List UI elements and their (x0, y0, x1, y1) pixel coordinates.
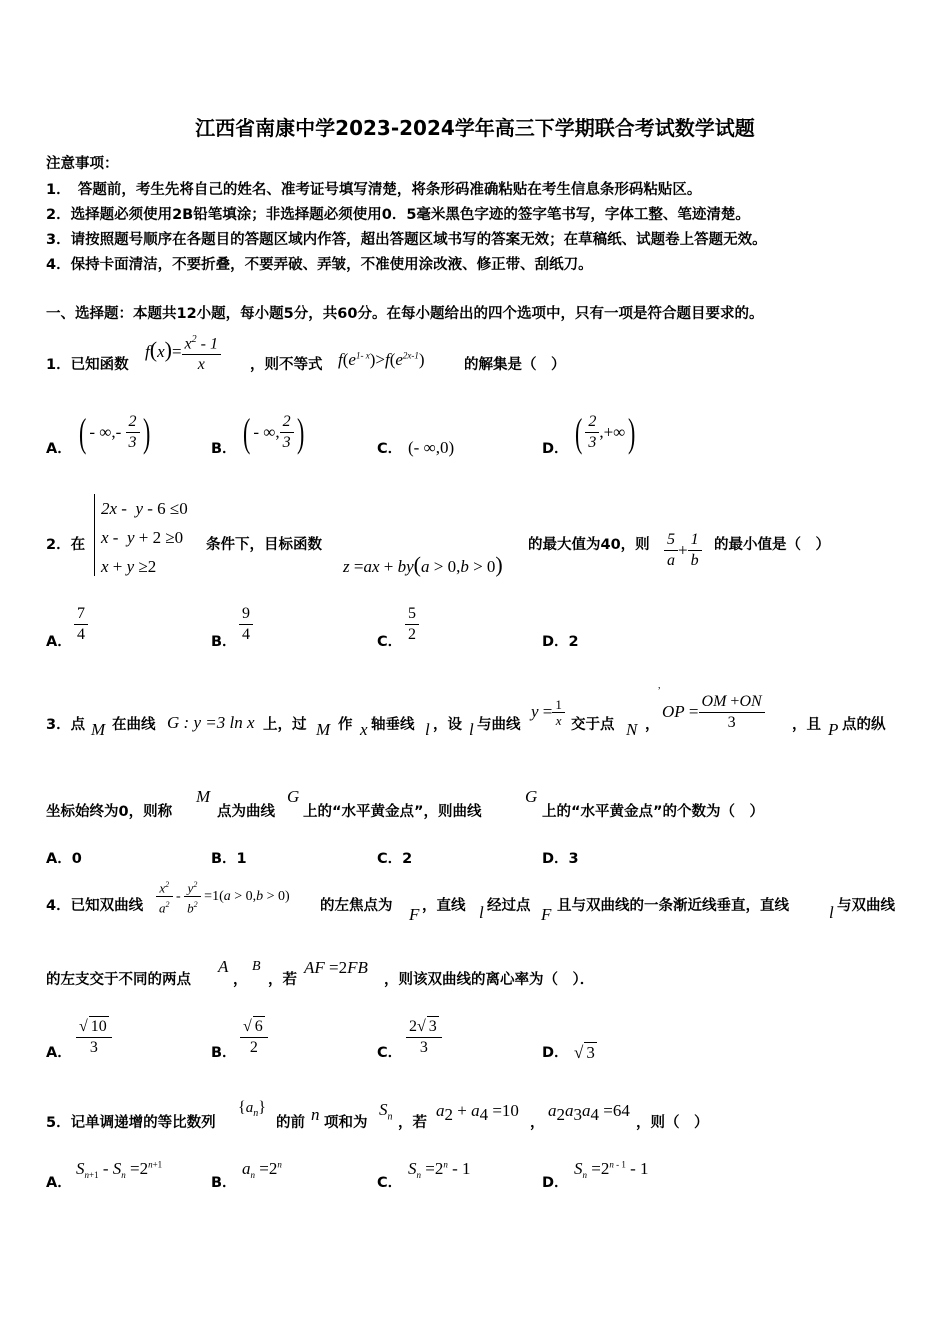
q1-option-c-label[interactable]: C． (377, 441, 403, 457)
q3-math: x (360, 720, 368, 739)
q4-text: ，则该双曲线的离心率为（ ）． (384, 972, 595, 988)
q2-expression: $\frac{5}{a}$ + $\frac{1}{b}$ (664, 530, 702, 571)
q2-objective: z =ax + by(a > 0,b > 0) (343, 552, 503, 577)
q3-text: 点的纵 (842, 717, 886, 733)
q5-option-a-label[interactable]: A． (46, 1175, 72, 1191)
q3-math: l (469, 720, 474, 739)
q4-vector-eq: AF =2FB (304, 958, 368, 977)
q5-text: ， (530, 1115, 545, 1131)
q3-text: 交于点 (571, 717, 615, 733)
q1-option-d[interactable]: ( $\frac{2}{3}$ ,+∞) (574, 409, 636, 455)
q5-option-d-label[interactable]: D． (542, 1175, 569, 1191)
q4-text: ，若 (268, 972, 297, 988)
q5-text: ，则（ ） (636, 1115, 709, 1131)
q3-math: G (287, 787, 300, 806)
q1-option-b-label[interactable]: B． (211, 441, 237, 457)
q4-option-a[interactable]: $\frac{√ 10}{3}$ (76, 1016, 112, 1058)
notice-heading: 注意事项： (46, 156, 119, 172)
notice-item: 3．请按照题号顺序在各题目的答题区域内作答，超出答题区域书写的答案无效；在草稿纸、试题卷上答题无效。 (46, 232, 767, 248)
q3-option-c[interactable]: C．2 (377, 851, 413, 867)
q5-option-c[interactable]: $S_n =2^n - 1$ (408, 1159, 471, 1181)
page-title: 江西省南康中学2023-2024学年高三下学期联合考试数学试题 (195, 116, 755, 140)
q3-math: G (525, 787, 538, 806)
q4-math: B (252, 959, 261, 974)
q3-text: 与曲线 (477, 717, 521, 733)
q5-option-b-label[interactable]: B． (211, 1175, 237, 1191)
q3-math: P (828, 720, 839, 739)
q3-text: 上的“水平黄金点”，则曲线 (303, 804, 482, 820)
q5-math: $S_n$ (379, 1100, 393, 1123)
q3-option-a[interactable]: A．0 (46, 851, 82, 867)
q2-option-a-label[interactable]: A． (46, 634, 72, 650)
q3-text: 坐标始终为0，则称 (46, 804, 173, 820)
q5-option-c-label[interactable]: C． (377, 1175, 403, 1191)
q2-option-d[interactable]: D．2 (542, 634, 579, 650)
q2-tail: 的最小值是（ ） (714, 537, 830, 553)
q4-option-a-label[interactable]: A． (46, 1045, 72, 1061)
q4-option-b[interactable]: $\frac{√ 6}{2}$ (240, 1016, 268, 1058)
q2-option-b-label[interactable]: B． (211, 634, 237, 650)
q5-condition2: $a_2a_3a_4 =64$ (548, 1101, 630, 1125)
q4-math: F (409, 905, 420, 924)
system-brace (94, 494, 101, 576)
q5-condition1: $a_2 + a_4 =10$ (436, 1101, 519, 1125)
q3-text: 轴垂线 (371, 717, 415, 733)
notice-item: 4．保持卡面清洁，不要折叠，不要弄破、弄皱，不准使用涂改液、修正带、刮纸刀。 (46, 257, 593, 273)
q3-math: M (196, 787, 211, 806)
q3-math: l (425, 720, 430, 739)
q3-text: 上，过 (263, 717, 307, 733)
q4-text: ， (233, 972, 248, 988)
q3-text: ，设 (433, 717, 462, 733)
notice-item: 1． 答题前，考生先将自己的姓名、准考证号填写清楚，将条形码准确粘贴在考生信息条形码粘贴区。 (46, 182, 702, 198)
q3-text: ， (645, 717, 660, 733)
q3-text: 3．点 (46, 717, 86, 733)
q3-text: 上的“水平黄金点”的个数为（ ） (542, 804, 765, 820)
q2-constraints: 2x - y - 6 ≤0 x - y + 2 ≥0 x + y ≥2 (101, 499, 188, 576)
q4-text: 且与双曲线的一条渐近线垂直，直线 (557, 898, 789, 914)
q4-text: 经过点 (487, 898, 531, 914)
q3-vector-eq: OP = $\frac{OM +ON}{3}$ (662, 692, 765, 733)
q2-mid: 的最大值为40，则 (528, 537, 650, 553)
q4-option-d[interactable]: √ 3 (574, 1043, 595, 1062)
q3-text: 作 (338, 717, 353, 733)
q2-cond: 条件下，目标函数 (206, 537, 322, 553)
q4-hyperbola: $\frac{x^2}{a^2}$ - $\frac{y^2}{b^2}$ =1(a > 0,b > 0) (156, 877, 290, 917)
q3-text: ，且 (792, 717, 821, 733)
q4-option-c[interactable]: $\frac{2√ 3}{3}$ (406, 1016, 442, 1058)
q1-option-a[interactable]: ( - ∞,- $\frac{2}{3}$ ) (78, 409, 150, 455)
q1-tail: 的解集是（ ） (464, 357, 566, 373)
q4-math: F (541, 905, 552, 924)
q3-math: M (316, 720, 331, 739)
q3-text: 点为曲线 (217, 804, 275, 820)
q4-text: ，直线 (422, 898, 466, 914)
q5-text: 5．记单调递增的等比数列 (46, 1115, 216, 1131)
q4-math: A (218, 957, 229, 976)
q1-option-a-label[interactable]: A． (46, 441, 72, 457)
q2-option-a[interactable]: $\frac{7}{4}$ (74, 604, 88, 645)
q5-option-d[interactable]: $S_n =2^{n - 1} - 1$ (574, 1159, 649, 1181)
q5-option-b[interactable]: $a_n =2^n$ (242, 1159, 282, 1181)
q1-option-d-label[interactable]: D． (542, 441, 569, 457)
q4-option-d-label[interactable]: D． (542, 1045, 569, 1061)
q2-option-b[interactable]: $\frac{9}{4}$ (239, 604, 253, 645)
q4-text: 4．已知双曲线 (46, 898, 144, 914)
q4-text: 的左支交于不同的两点 (46, 972, 191, 988)
notice-item: 2．选择题必须使用2B铅笔填涂；非选择题必须使用0．5毫米黑色字迹的签字笔书写，字体工整、笔迹清楚。 (46, 207, 750, 223)
q1-option-b[interactable]: ( - ∞, $\frac{2}{3}$ ) (242, 409, 304, 455)
q4-math: l (479, 903, 484, 922)
section-heading: 一、选择题：本题共12小题，每小题5分，共60分。在每小题给出的四个选项中，只有一项是符合题目要求的。 (46, 306, 764, 322)
q1-mid: ，则不等式 (250, 357, 323, 373)
q3-mark: , (658, 680, 661, 691)
q3-curve2: y = $\frac{1}{x}$ (531, 697, 565, 728)
q4-text: 与双曲线 (837, 898, 895, 914)
q4-text: 的左焦点为 (320, 898, 393, 914)
q1-function: f(x)= $\frac{x^2 - 1}{x}$ (145, 330, 221, 375)
q5-math: n (311, 1105, 320, 1124)
q3-option-b[interactable]: B．1 (211, 851, 247, 867)
q5-text: 的前 (276, 1115, 305, 1131)
q5-text: 项和为 (324, 1115, 368, 1131)
q2-option-c[interactable]: $\frac{5}{2}$ (405, 604, 419, 645)
q4-math: l (829, 903, 834, 922)
q5-text: ，若 (398, 1115, 427, 1131)
q4-option-b-label[interactable]: B． (211, 1045, 237, 1061)
q1-option-c[interactable]: (- ∞,0) (408, 438, 455, 457)
q3-option-d[interactable]: D．3 (542, 851, 579, 867)
q5-option-a[interactable]: $S_{n+1} - S_n =2^{n+1}$ (76, 1159, 163, 1181)
q3-math: M (91, 720, 106, 739)
q1-inequality: $f(e^{1- x})>f(e^{2x-1})$ (338, 350, 425, 369)
q2-option-c-label[interactable]: C． (377, 634, 403, 650)
q4-option-c-label[interactable]: C． (377, 1045, 403, 1061)
q5-sequence: $\{a_n\}$ (238, 1099, 266, 1119)
q1-lead: 1．已知函数 (46, 357, 129, 373)
q3-math: N (626, 720, 638, 739)
q3-curve: G : y =3 ln x (167, 713, 255, 732)
q2-lead: 2．在 (46, 537, 86, 553)
q3-text: 在曲线 (112, 717, 156, 733)
